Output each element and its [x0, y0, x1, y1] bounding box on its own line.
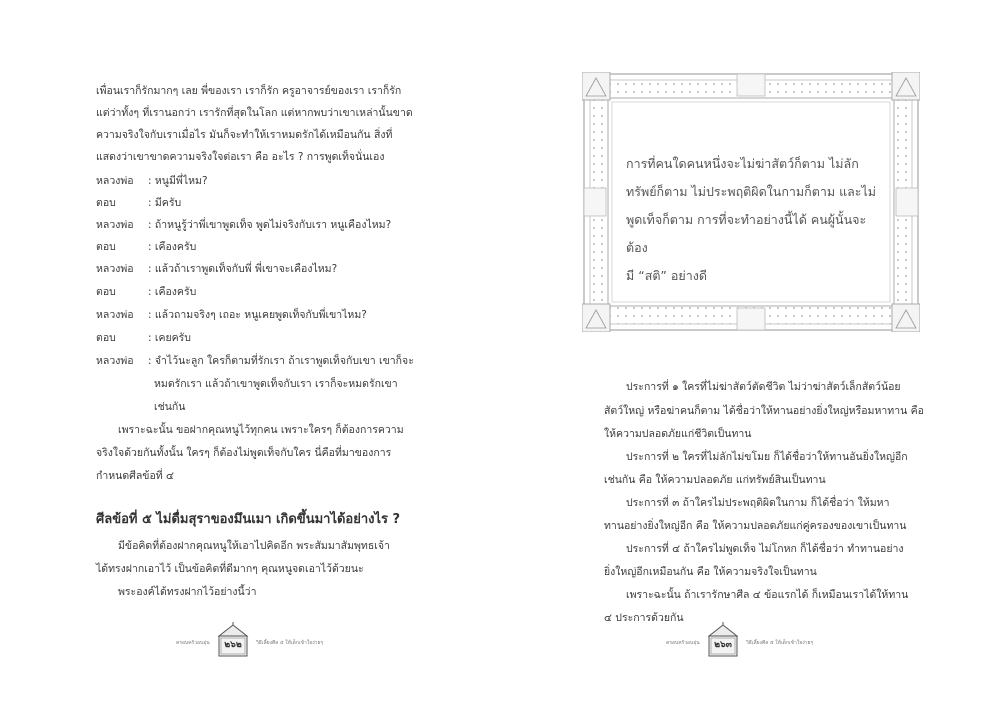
body-line: ยิ่งใหญ่อีกเหมือนกัน คือ ให้ความจริงใจเป็นทาน [604, 566, 817, 578]
section-heading: ศีลข้อที่ ๕ ไม่ดื่มสุราของมึนเมา เกิดขึ้นมาได้อย่างไร ? [96, 512, 401, 527]
quote-line: พูดเท็จก็ตาม การที่จะทำอย่างนี้ได้ คนผู้นั้นจะต้อง [626, 212, 867, 255]
intro-line: ความจริงใจกับเราเมื่อไร มันก็จะทำให้เราหมดรักได้เหมือนกัน สิ่งที่ [96, 129, 393, 141]
conclusion-line: จริงใจด้วยกันทั้งนั้น ใครๆ ก็ต้องไม่พูดเท็จกับใคร นี่คือที่มาของการ [96, 447, 392, 459]
dialogue-text: : หนูมีพี่ไหม? [148, 175, 208, 187]
body-line: ให้ความปลอดภัยแก่ชีวิตเป็นทาน [604, 428, 752, 440]
intro-line: เพื่อนเราก็รักมากๆ เลย พี่ของเรา เราก็รัก ครูอาจารย์ของเรา เราก็รัก [96, 85, 402, 97]
body-line: ทานอย่างยิ่งใหญ่อีก คือ ให้ความปลอดภัยแก่คู่ครองของเขาเป็นทาน [604, 520, 907, 532]
body-line: ประการที่ ๔ ถ้าใครไม่พูดเท็จ ไม่โกหก ก็ได้ชื่อว่า ทำทานอย่าง [626, 543, 904, 555]
intro-line: แต่ว่าทั้งๆ ที่เรานอกว่า เรารักที่สุดในโลก แต่หากพบว่าเขาเหล่านั้นขาด [96, 107, 413, 119]
body-line: ประการที่ ๒ ใครที่ไม่ลักไม่ขโมย ก็ได้ชื่อว่าให้ทานอันยิ่งใหญ่อีก [626, 451, 908, 463]
dialogue-text: : จำไว้นะลูก ใครก็ตามที่รักเรา ถ้าเราพูดเท็จกับเขา เขาก็จะ [148, 355, 414, 367]
dialogue-continuation: หมดรักเรา แล้วถ้าเขาพูดเท็จกับเรา เราก็จะหมดรักเขา [154, 378, 398, 390]
page-number: ๒๖๒ [224, 640, 242, 650]
dialogue-speaker: ตอบ [96, 197, 116, 209]
dialogue-speaker: ตอบ [96, 332, 116, 344]
section-line: ได้ทรงฝากเอาไว้ เป็นข้อคิดที่ดีมากๆ คุณหนูจดเอาไว้ด้วยนะ [96, 563, 364, 575]
dialogue-speaker: หลวงพ่อ [96, 309, 134, 321]
dialogue-speaker: หลวงพ่อ [96, 263, 134, 275]
conclusion-line: เพราะฉะนั้น ขอฝากคุณหนูไว้ทุกคน เพราะใครๆ ก็ต้องการความ [118, 424, 404, 436]
dialogue-continuation: เช่นกัน [154, 401, 186, 413]
intro-line: แสดงว่าเขาขาดความจริงใจต่อเรา คือ อะไร ? การพูดเท็จนั่นเอง [96, 151, 385, 163]
dialogue-text: : เคืองครับ [148, 286, 197, 298]
body-line: สัตว์ใหญ่ หรือฆ่าคนก็ตาม ได้ชื่อว่าให้ทานอย่างยิ่งใหญ่หรือมหาทาน คือ [604, 405, 924, 417]
body-line: เช่นกัน คือ ให้ความปลอดภัย แก่ทรัพย์สินเป็นทาน [604, 474, 826, 486]
dialogue-text: : เคืองครับ [148, 241, 197, 253]
footer-book-title: วิธีเลี้ยงศีล ๕ ให้เด็กเข้าใจง่ายๆ [746, 640, 814, 646]
dialogue-speaker: ตอบ [96, 286, 116, 298]
dialogue-text: : ถ้าหนูรู้ว่าพี่เขาพูดเท็จ พูดไม่จริงกับเรา หนูเคืองไหม? [148, 219, 392, 231]
dialogue-speaker: หลวงพ่อ [96, 175, 134, 187]
body-line: เพราะฉะนั้น ถ้าเรารักษาศีล ๔ ข้อแรกได้ ก็เหมือนเราได้ให้ทาน [626, 589, 909, 601]
section-line: พระองค์ได้ทรงฝากไว้อย่างนี้ว่า [118, 586, 257, 598]
dialogue-speaker: ตอบ [96, 241, 116, 253]
footer-series: ครอบครัวอบอุ่น [666, 640, 700, 646]
page-number: ๒๖๓ [714, 640, 732, 650]
right-page [500, 0, 1000, 707]
body-line: ประการที่ ๓ ถ้าใครไม่ประพฤติผิดในกาม ก็ได้ชื่อว่า ให้มหา [626, 497, 890, 509]
footer-book-title: วิธีเลี้ยงศีล ๕ ให้เด็กเข้าใจง่ายๆ [256, 640, 324, 646]
page-footer [666, 622, 846, 658]
footer-emblem [216, 622, 250, 658]
body-line: ประการที่ ๑ ใครที่ไม่ฆ่าสัตว์ตัดชีวิต ไม่ว่าฆ่าสัตว์เล็กสัตว์น้อย [626, 381, 901, 393]
footer-series: ครอบครัวอบอุ่น [176, 640, 210, 646]
dialogue-text: : เคยครับ [148, 332, 191, 344]
quote-line: การที่คนใดคนหนึ่งจะไม่ฆ่าสัตว์ก็ตาม ไม่ลัก [626, 156, 859, 171]
dialogue-text: : มีครับ [148, 197, 182, 209]
quote-box [626, 150, 884, 290]
dialogue-text: : แล้วถ้าเราพูดเท็จกับพี่ พี่เขาจะเคืองไหม? [148, 263, 338, 275]
section-line: มีข้อคิดที่ต้องฝากคุณหนูให้เอาไปคิดอีก พระสัมมาสัมพุทธเจ้า [118, 540, 390, 552]
dialogue-speaker: หลวงพ่อ [96, 355, 134, 367]
dialogue-speaker: หลวงพ่อ [96, 219, 134, 231]
dialogue-text: : แล้วถามจริงๆ เถอะ หนูเคยพูดเท็จกับพี่เขาไหม? [148, 309, 367, 321]
quote-line: มี “สติ” อย่างดี [626, 268, 707, 283]
conclusion-line: กำหนดศีลข้อที่ ๔ [96, 470, 174, 482]
body-line: ๔ ประการด้วยกัน [604, 612, 684, 624]
page-footer [176, 622, 346, 658]
footer-emblem [706, 622, 740, 658]
quote-line: ทรัพย์ก็ตาม ไม่ประพฤติผิดในกามก็ตาม และไม่ [626, 184, 877, 199]
